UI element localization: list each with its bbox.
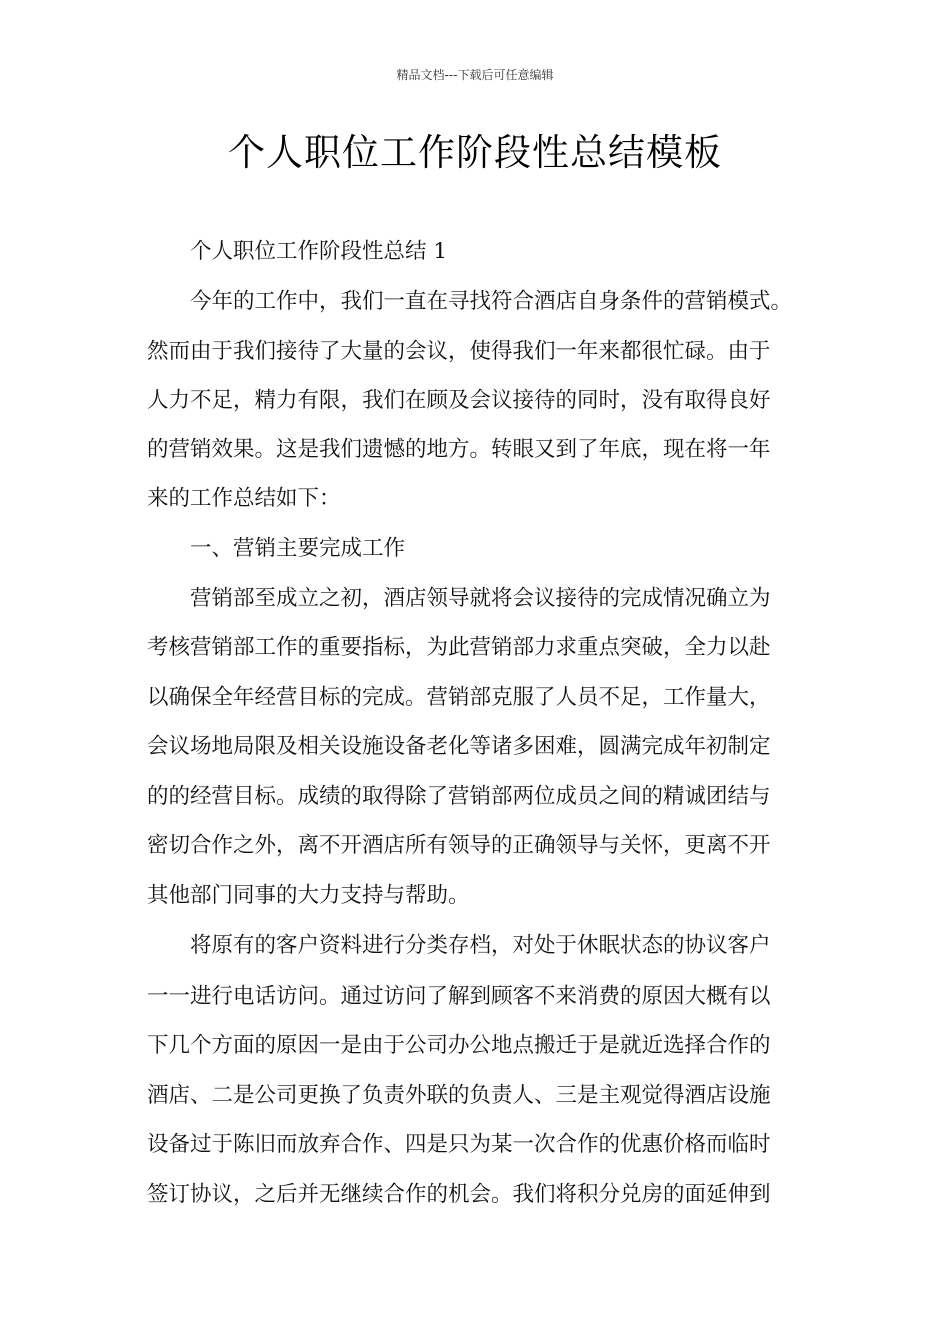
paragraph-line: 会议场地局限及相关设施设备老化等诸多困难，圆满完成年初制定	[147, 734, 771, 759]
paragraph-line: 签订协议，之后并无继续合作的机会。我们将积分兑房的面延伸到	[147, 1182, 771, 1207]
paragraph-line: 人力不足，精力有限，我们在顾及会议接待的同时，没有取得良好	[147, 388, 771, 413]
section-heading: 个人职位工作阶段性总结 1	[190, 239, 448, 264]
paragraph-line: 密切合作之外，离不开酒店所有领导的正确领导与关怀，更离不开	[147, 833, 771, 858]
header-note: 精品文档---下载后可任意编辑	[396, 68, 554, 82]
paragraph-line: 一一进行电话访问。通过访问了解到顾客不来消费的原因大概有以	[147, 984, 771, 1009]
paragraph-line: 酒店、二是公司更换了负责外联的负责人、三是主观觉得酒店设施	[147, 1083, 771, 1108]
paragraph-line: 下几个方面的原因一是由于公司办公地点搬迁于是就近选择合作的	[147, 1033, 771, 1058]
paragraph-line: 来的工作总结如下：	[147, 486, 341, 511]
paragraph-line: 然而由于我们接待了大量的会议，使得我们一年来都很忙碌。由于	[147, 339, 771, 364]
paragraph-line: 设备过于陈旧而放弃合作、四是只为某一次合作的优惠价格而临时	[147, 1132, 771, 1157]
paragraph-line: 考核营销部工作的重要指标，为此营销部力求重点突破，全力以赴	[147, 635, 771, 660]
paragraph-line: 其他部门同事的大力支持与帮助。	[147, 883, 470, 908]
paragraph-line: 的的经营目标。成绩的取得除了营销部两位成员之间的精诚团结与	[147, 784, 771, 809]
paragraph-line: 的营销效果。这是我们遗憾的地方。转眼又到了年底，现在将一年	[147, 437, 771, 462]
paragraph-line: 营销部至成立之初，酒店领导就将会议接待的完成情况确立为	[190, 586, 771, 611]
subsection-heading: 一、营销主要完成工作	[190, 536, 406, 561]
document-title: 个人职位工作阶段性总结模板	[228, 131, 722, 174]
paragraph-line: 将原有的客户资料进行分类存档，对处于休眠状态的协议客户	[190, 933, 771, 958]
paragraph-line: 今年的工作中，我们一直在寻找符合酒店自身条件的营销模式。	[190, 289, 793, 314]
paragraph-line: 以确保全年经营目标的完成。营销部克服了人员不足，工作量大，	[147, 685, 771, 710]
